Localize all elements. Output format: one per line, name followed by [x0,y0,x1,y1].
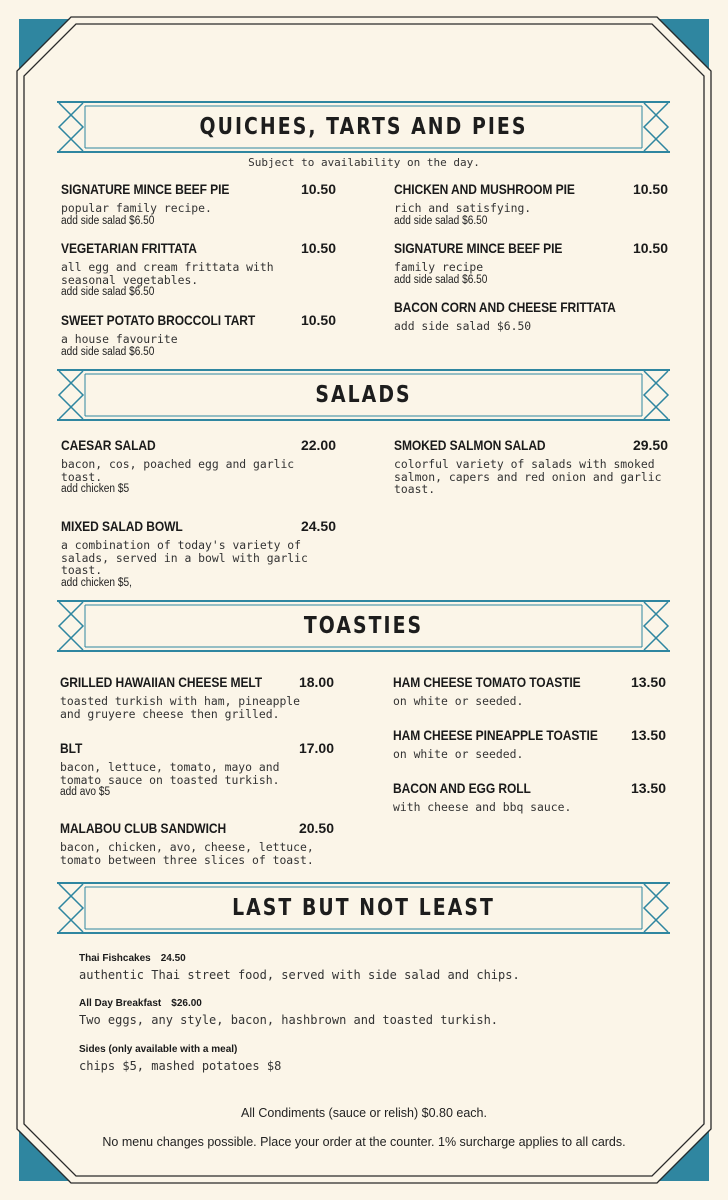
menu-item [79,1044,281,1073]
section-banner-salads [57,369,670,421]
menu-item [60,674,334,720]
item-description: chips $5, mashed potatoes $8 [79,1059,282,1073]
item-name: Sides (only available with a meal) [79,1044,238,1055]
item-description: bacon, lettuce, tomato, mayo and tomato sauce on toasted turkish. [60,760,280,787]
section-title: QUICHES, TARTS AND PIES [199,114,528,140]
item-description: popular family recipe. [61,201,212,215]
availability-note: Subject to availability on the day. [248,156,480,169]
item-name: Thai Fishcakes [79,953,151,964]
item-price: 13.50 [630,780,666,796]
menu-item [394,299,668,333]
section-banner-toasties [57,600,670,652]
item-description: on white or seeded. [393,747,524,761]
item-price: 29.50 [632,437,668,453]
item-extra: add side salad $6.50 [61,214,155,227]
section-title: LAST BUT NOT LEAST [232,895,495,921]
item-price: 10.50 [632,181,668,197]
item-extra: add side salad $6.50 [394,214,488,227]
item-price: 10.50 [300,181,336,197]
item-description: bacon, chicken, avo, cheese, lettuce, tomato between three slices of toast. [60,840,314,867]
menu-item [79,998,498,1027]
item-name: VEGETARIAN FRITTATA [61,240,197,256]
section-title: TOASTIES [303,613,424,639]
item-name: HAM CHEESE PINEAPPLE TOASTIE [393,727,598,743]
menu-item [61,240,336,299]
item-name: MALABOU CLUB SANDWICH [60,820,227,836]
menu-item [393,780,666,814]
item-extra: add side salad $6.50 [61,345,155,358]
item-name: SIGNATURE MINCE BEEF PIE [394,240,563,256]
menu-item [61,312,336,359]
menu-item [393,674,666,708]
item-name: MIXED SALAD BOWL [61,518,183,534]
item-price: 17.00 [298,740,334,756]
item-price: 24.50 [160,953,186,964]
item-description: all egg and cream frittata with seasonal vegetables. [61,260,274,287]
item-name: CAESAR SALAD [61,437,156,453]
menu-item [79,953,520,982]
item-name: CHICKEN AND MUSHROOM PIE [394,181,575,197]
menu-item [61,437,336,496]
item-name: SWEET POTATO BROCCOLI TART [61,312,256,328]
item-name: GRILLED HAWAIIAN CHEESE MELT [60,674,263,690]
menu-item [394,437,668,496]
item-extra: add side salad $6.50 [394,273,488,286]
item-description: bacon, cos, poached egg and garlic toast. [61,457,295,484]
item-extra: add avo $5 [60,786,111,798]
item-name: HAM CHEESE TOMATO TOASTIE [393,674,581,690]
section-title: SALADS [315,382,412,408]
item-name: All Day Breakfast [79,998,162,1009]
item-description: a house favourite [61,332,178,346]
item-description: rich and satisfying. [394,201,532,215]
item-price: 22.00 [300,437,336,453]
item-description: add side salad $6.50 [394,319,532,333]
menu-item [394,181,668,228]
item-extra: add chicken $5, [61,576,132,589]
item-description: Two eggs, any style, bacon, hashbrown and toasted turkish. [79,1013,499,1027]
item-name: SIGNATURE MINCE BEEF PIE [61,181,230,197]
item-description: colorful variety of salads with smoked salmon, capers and red onion and garlic toast. [394,457,662,496]
item-price: 13.50 [630,727,666,743]
item-name: BLT [60,740,83,756]
menu-item [61,181,336,228]
item-price: 13.50 [630,674,666,690]
item-price: $26.00 [171,998,202,1009]
menu-item [60,740,334,799]
item-name: BACON AND EGG ROLL [393,780,531,796]
item-price: 10.50 [300,240,336,256]
item-description: family recipe [394,260,484,274]
item-description: toasted turkish with ham, pineapple and gruyere cheese then grilled. [60,694,301,721]
item-price: 20.50 [298,820,334,836]
menu-item [60,820,334,866]
item-description: on white or seeded. [393,694,524,708]
condiments-note: All Condiments (sauce or relish) $0.80 each. [241,1106,487,1120]
item-price: 10.50 [632,240,668,256]
menu-item [394,240,668,287]
item-extra: add side salad $6.50 [61,286,155,298]
section-banner-quiches [57,101,670,153]
menu-item [393,727,666,761]
item-price: 18.00 [298,674,334,690]
item-description: authentic Thai street food, served with side salad and chips. [79,968,520,982]
item-name: SMOKED SALMON SALAD [394,437,546,453]
item-description: a combination of today's variety of salads, served in a bowl with garlic toast. [61,538,308,577]
item-name: BACON CORN AND CHEESE FRITTATA [394,299,616,315]
menu-item [61,518,336,590]
item-description: with cheese and bbq sauce. [393,800,572,814]
section-banner-last [57,882,670,934]
item-price: 24.50 [300,518,336,534]
item-extra: add chicken $5 [61,483,130,495]
item-price: 10.50 [300,312,336,328]
order-notice: No menu changes possible. Place your order at the counter. 1% surcharge applies to all cards. [102,1135,626,1149]
